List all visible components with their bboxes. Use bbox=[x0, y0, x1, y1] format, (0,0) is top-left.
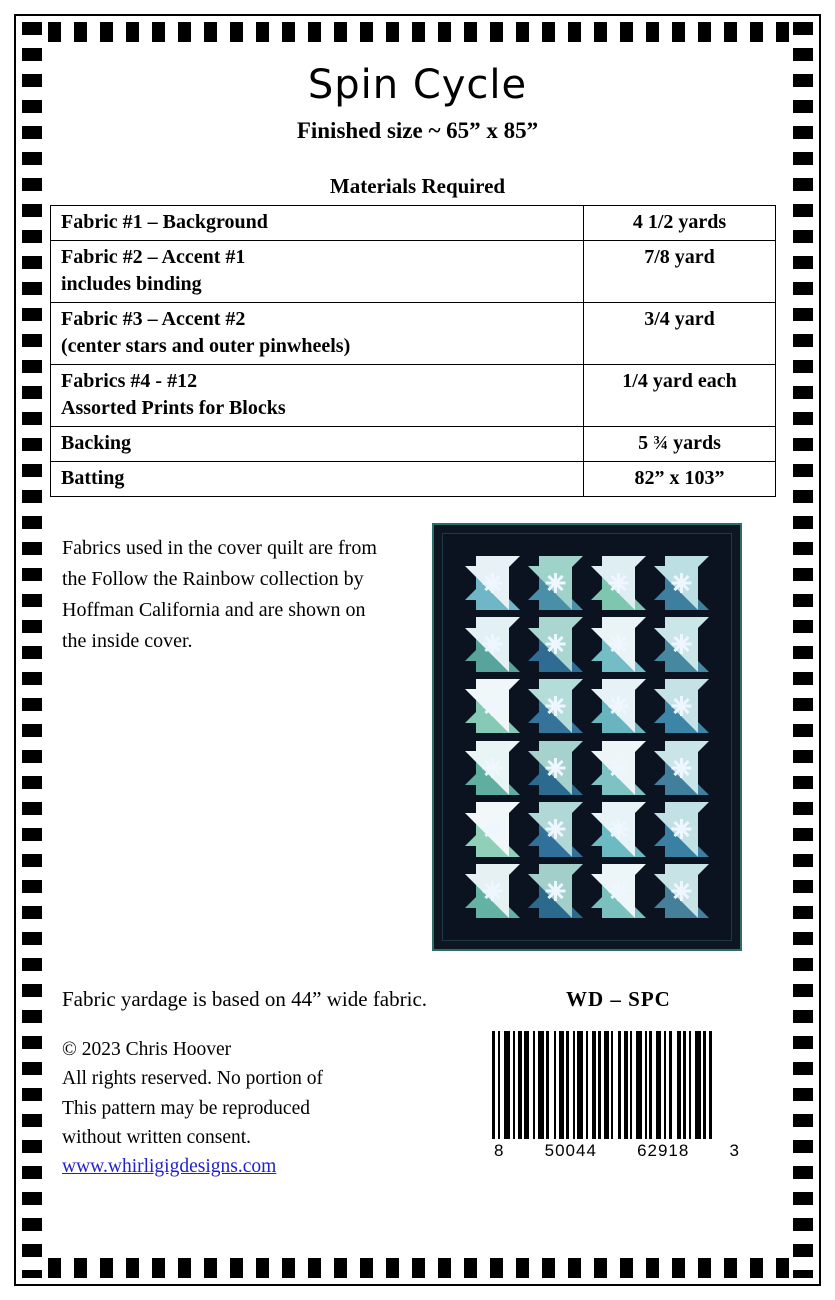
material-description: Backing bbox=[61, 432, 132, 454]
star-icon bbox=[483, 819, 503, 839]
star-icon bbox=[609, 819, 629, 839]
star-icon bbox=[546, 573, 566, 593]
copyright-line-4: without written consent. bbox=[62, 1126, 252, 1148]
yardage-note: Fabric yardage is based on 44” wide fabric. bbox=[62, 987, 428, 1011]
star-icon bbox=[546, 881, 566, 901]
page-title: Spin Cycle bbox=[307, 62, 528, 108]
cover-fabric-note: Fabrics used in the cover quilt are from the Follow the Rainbow collection by Hoffman California and are shown on the inside cover. bbox=[62, 537, 377, 652]
barcode-group-2: 62918 bbox=[637, 1141, 690, 1160]
barcode-right-digit: 3 bbox=[729, 1141, 740, 1160]
material-description-extra: includes binding bbox=[61, 273, 202, 295]
star-icon bbox=[672, 758, 692, 778]
table-row bbox=[51, 462, 776, 497]
star-icon bbox=[546, 758, 566, 778]
copyright-line-3: This pattern may be reproduced bbox=[62, 1097, 310, 1119]
material-amount: 3/4 yard bbox=[584, 303, 776, 365]
material-amount: 4 1/2 yards bbox=[584, 206, 776, 241]
quilt-block-grid bbox=[461, 552, 713, 922]
table-row bbox=[51, 365, 776, 427]
barcode-group-1: 50044 bbox=[544, 1141, 597, 1160]
materials-table bbox=[50, 205, 776, 497]
material-description: Fabric #1 – Background bbox=[61, 211, 268, 233]
star-icon bbox=[546, 696, 566, 716]
website-link[interactable]: www.whirligigdesigns.com bbox=[62, 1156, 277, 1177]
star-icon bbox=[546, 634, 566, 654]
finished-size: Finished size ~ 65” x 85” bbox=[296, 118, 539, 143]
star-icon bbox=[609, 758, 629, 778]
barcode-digits bbox=[492, 1141, 742, 1161]
star-icon bbox=[609, 696, 629, 716]
star-icon bbox=[609, 573, 629, 593]
star-icon bbox=[672, 573, 692, 593]
table-row bbox=[51, 241, 776, 303]
star-icon bbox=[483, 696, 503, 716]
copyright-block bbox=[62, 1035, 323, 1181]
copyright-line-2: All rights reserved. No portion of bbox=[62, 1068, 324, 1090]
star-icon bbox=[483, 881, 503, 901]
material-amount: 7/8 yard bbox=[584, 241, 776, 303]
materials-heading: Materials Required bbox=[329, 174, 506, 198]
material-description: Fabrics #4 - #12 bbox=[61, 370, 198, 392]
barcode-left-digit: 8 bbox=[494, 1141, 505, 1160]
cover-section bbox=[48, 523, 787, 973]
material-amount: 82” x 103” bbox=[584, 462, 776, 497]
table-row bbox=[51, 427, 776, 462]
checker-border-top bbox=[22, 22, 813, 42]
material-amount: 5 ¾ yards bbox=[584, 427, 776, 462]
barcode bbox=[492, 1031, 742, 1161]
content-area bbox=[48, 48, 787, 1252]
star-icon bbox=[672, 819, 692, 839]
star-icon bbox=[672, 881, 692, 901]
star-icon bbox=[672, 634, 692, 654]
material-description: Batting bbox=[61, 467, 125, 489]
table-row bbox=[51, 303, 776, 365]
material-description: Fabric #3 – Accent #2 bbox=[61, 308, 246, 330]
material-description-extra: Assorted Prints for Blocks bbox=[61, 397, 286, 419]
barcode-bars bbox=[492, 1031, 742, 1139]
material-amount: 1/4 yard each bbox=[584, 365, 776, 427]
table-row bbox=[51, 206, 776, 241]
star-icon bbox=[483, 634, 503, 654]
quilt-cover-photo bbox=[432, 523, 742, 951]
footer bbox=[48, 987, 787, 1237]
star-icon bbox=[609, 881, 629, 901]
star-icon bbox=[546, 819, 566, 839]
star-icon bbox=[483, 758, 503, 778]
sku-code: WD – SPC bbox=[566, 987, 671, 1011]
star-icon bbox=[483, 573, 503, 593]
checker-border-right bbox=[793, 22, 813, 1278]
checker-border-left bbox=[22, 22, 42, 1278]
star-icon bbox=[672, 696, 692, 716]
copyright-line-1: © 2023 Chris Hoover bbox=[62, 1039, 232, 1060]
checker-border-bottom bbox=[22, 1258, 813, 1278]
material-description-extra: (center stars and outer pinwheels) bbox=[61, 335, 351, 357]
star-icon bbox=[609, 634, 629, 654]
material-description: Fabric #2 – Accent #1 bbox=[61, 246, 246, 268]
